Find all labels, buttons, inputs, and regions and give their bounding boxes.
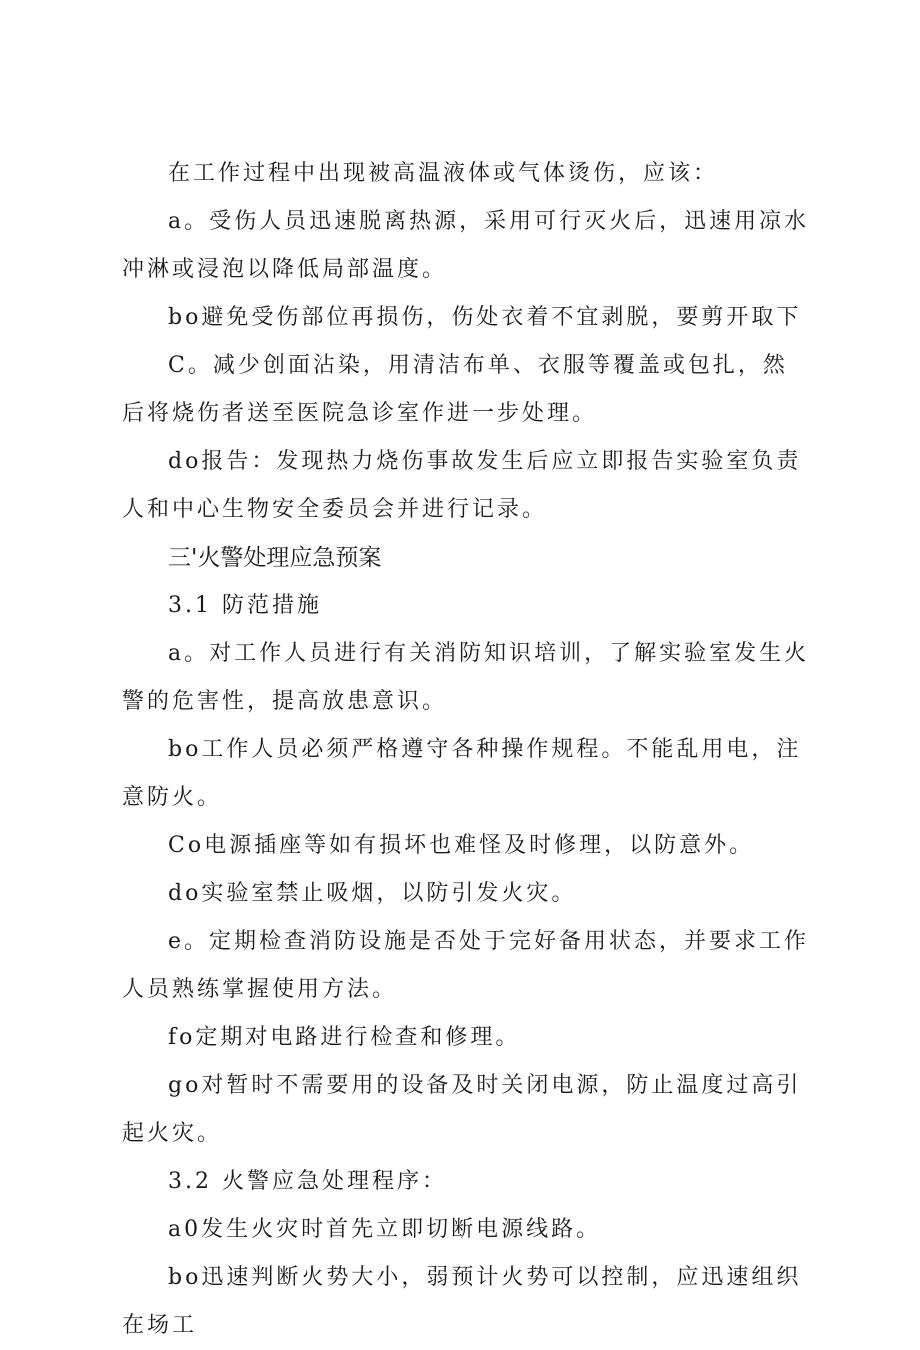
paragraph-3-1-d: do实验室禁止吸烟，以防引发火灾。 (168, 881, 577, 906)
document-body (122, 150, 812, 1350)
paragraph-item-c: C。减少创面沾染，用清洁布单、衣服等覆盖或包扎，然后将烧伤者送至医院急诊室作进一步处理。 (122, 353, 788, 426)
paragraph-item-a: a。受伤人员迅速脱离热源，采用可行灭火后，迅速用凉水冲淋或浸泡以降低局部温度。 (122, 209, 810, 282)
paragraph-3-1-c: Co电源插座等如有损坏也难怪及时修理，以防意外。 (168, 833, 755, 858)
paragraph-3-1-f: fo定期对电路进行检查和修理。 (168, 1025, 521, 1050)
paragraph-3-2-b: bo迅速判断火势大小，弱预计火势可以控制，应迅速组织在场工 (122, 1265, 802, 1338)
paragraph-3-2-a: a0发生火灾时首先立即切断电源线路。 (168, 1217, 602, 1242)
paragraph-3-1-g: go对暂时不需要用的设备及时关闭电源，防止温度过高引起火灾。 (122, 1073, 802, 1146)
paragraph-intro: 在工作过程中出现被高温液体或气体烫伤，应该： (168, 161, 719, 186)
paragraph-3-1-b: bo工作人员必须严格遵守各种操作规程。不能乱用电，注意防火。 (122, 737, 802, 810)
subsection-heading-3-2: 3.2 火警应急处理程序： (168, 1169, 447, 1194)
section-heading-fire: 三'火警处理应急预案 (168, 545, 382, 571)
paragraph-3-1-a: a。对工作人员进行有关消防知识培训，了解实验室发生火警的危害性，提高放患意识。 (122, 641, 810, 714)
paragraph-item-d: do报告：发现热力烧伤事故发生后应立即报告实验室负责人和中心生物安全委员会并进行记录。 (122, 449, 802, 522)
paragraph-3-1-e: e。定期检查消防设施是否处于完好备用状态，并要求工作人员熟练掌握使用方法。 (122, 929, 810, 1002)
paragraph-item-b: bo避免受伤部位再损伤，伤处衣着不宜剥脱，要剪开取下 (168, 305, 802, 330)
subsection-heading-3-1: 3.1 防范措施 (168, 593, 322, 618)
